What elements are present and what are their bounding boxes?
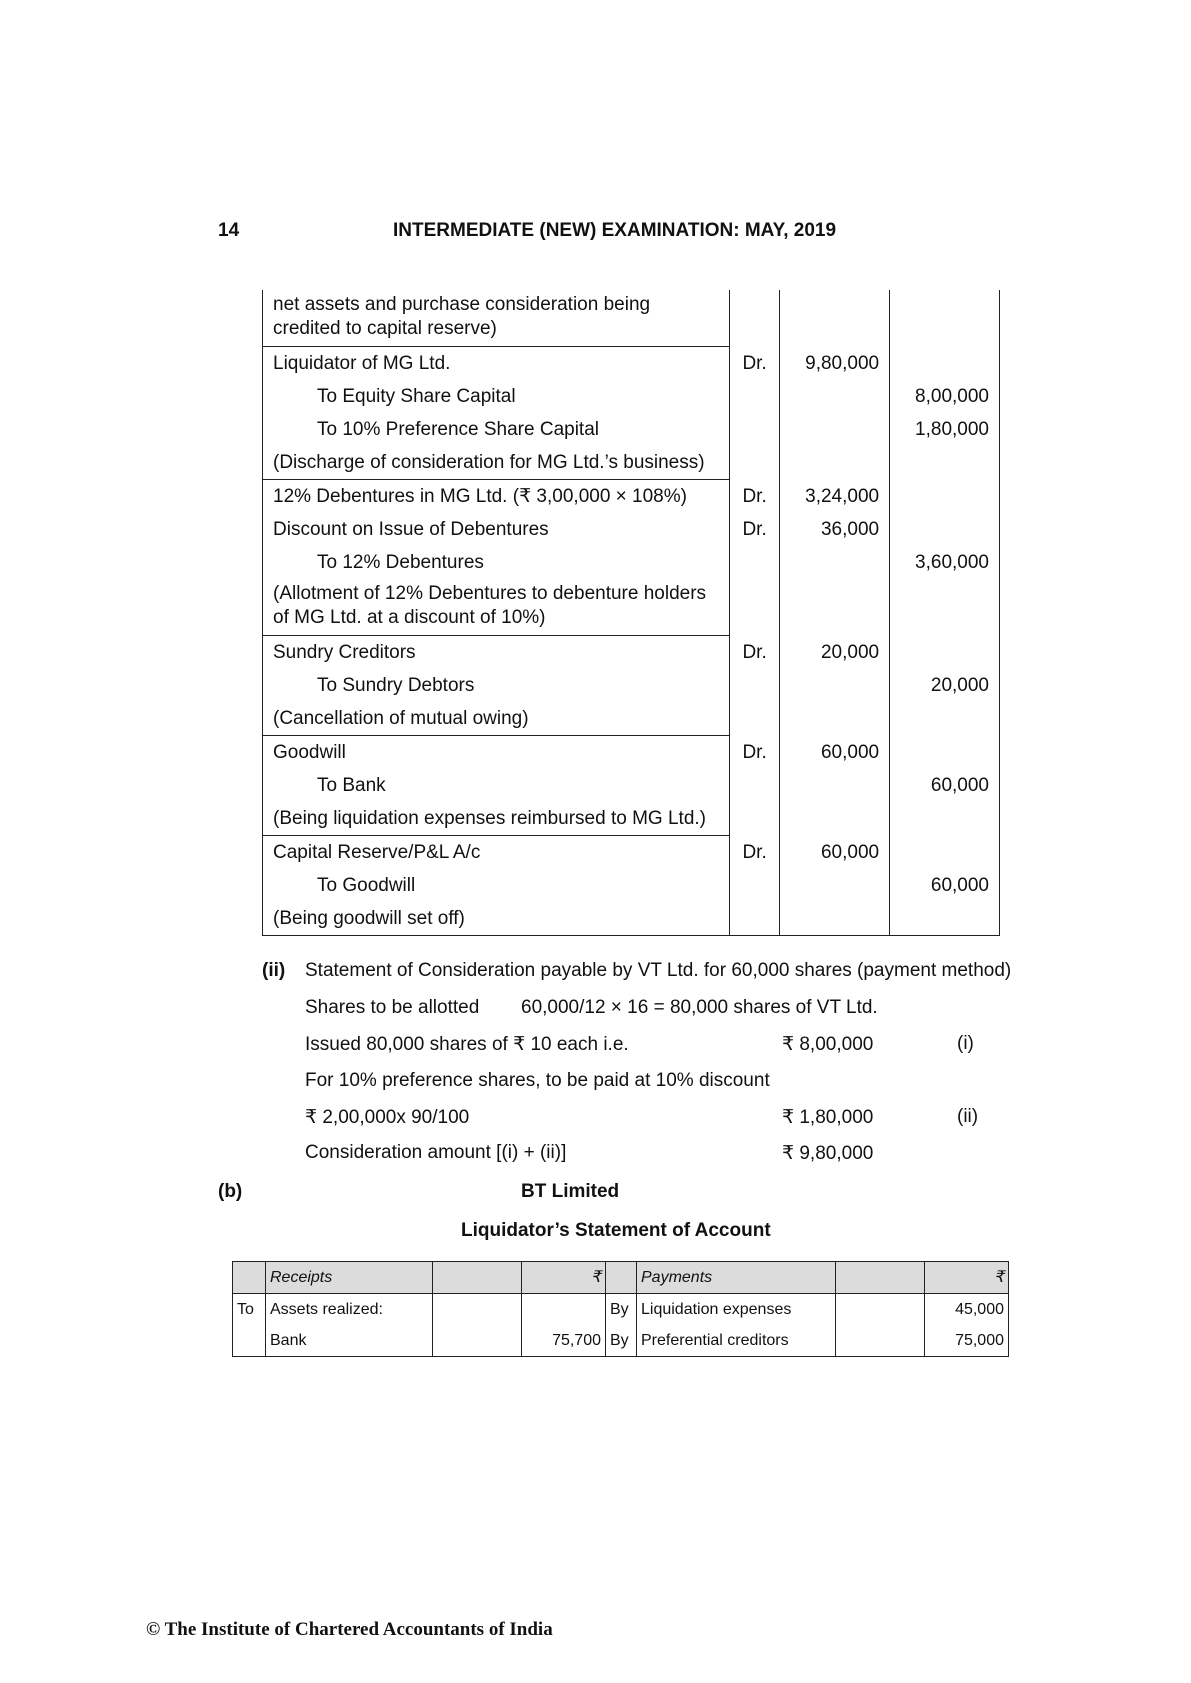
journal-debit-amount	[780, 902, 890, 936]
consideration-label: Consideration amount [(i) + (ii)]	[305, 1142, 567, 1163]
liquidator-statement-table	[232, 1261, 1009, 1357]
journal-dr-marker: Dr.	[729, 347, 779, 381]
journal-credit-amount	[890, 836, 1000, 870]
journal-particulars: To 12% Debentures	[263, 546, 730, 579]
journal-row	[263, 869, 1000, 902]
journal-credit-amount: 3,60,000	[890, 546, 1000, 579]
journal-debit-amount: 36,000	[780, 513, 890, 546]
journal-debit-amount	[780, 380, 890, 413]
journal-dr-marker: Dr.	[729, 513, 779, 546]
journal-particulars: (Being liquidation expenses reimbursed to MG Ltd.)	[263, 802, 730, 836]
journal-debit-amount: 9,80,000	[780, 347, 890, 381]
shares-allotted-label: Shares to be allotted	[305, 997, 480, 1018]
journal-row	[263, 446, 1000, 480]
journal-particulars: To Equity Share Capital	[263, 380, 730, 413]
journal-row	[263, 579, 1000, 636]
journal-row	[263, 769, 1000, 802]
company-name: BT Limited	[521, 1181, 620, 1202]
journal-row	[263, 902, 1000, 936]
journal-dr-marker	[729, 802, 779, 836]
journal-particulars: 12% Debentures in MG Ltd. (₹ 3,00,000 × 108%)	[263, 480, 730, 514]
journal-particulars: Liquidator of MG Ltd.	[263, 347, 730, 381]
receipt-item: Assets realized:	[266, 1294, 433, 1326]
journal-credit-amount: 20,000	[890, 669, 1000, 702]
journal-credit-amount	[890, 579, 1000, 636]
journal-credit-amount: 8,00,000	[890, 380, 1000, 413]
journal-debit-amount: 60,000	[780, 836, 890, 870]
journal-dr-marker	[729, 702, 779, 736]
consideration-amount: ₹ 9,80,000	[782, 1143, 874, 1164]
journal-row	[263, 736, 1000, 770]
journal-dr-marker: Dr.	[729, 636, 779, 670]
journal-dr-marker	[729, 413, 779, 446]
journal-dr-marker	[729, 290, 779, 347]
journal-row	[263, 546, 1000, 579]
rupee-header-payments: ₹	[925, 1262, 1009, 1294]
journal-dr-marker	[729, 769, 779, 802]
footer-copyright: © The Institute of Chartered Accountants of India	[146, 1619, 553, 1640]
journal-debit-amount	[780, 802, 890, 836]
ref-i: (i)	[957, 1033, 974, 1054]
journal-row	[263, 480, 1000, 514]
by-label: By	[606, 1294, 637, 1326]
journal-credit-amount: 60,000	[890, 869, 1000, 902]
journal-entries-table	[262, 290, 1000, 936]
journal-credit-amount	[890, 802, 1000, 836]
journal-particulars: (Being goodwill set off)	[263, 902, 730, 936]
journal-credit-amount	[890, 446, 1000, 480]
journal-debit-amount	[780, 546, 890, 579]
journal-row	[263, 513, 1000, 546]
journal-dr-marker	[729, 669, 779, 702]
payments-header: Payments	[637, 1262, 836, 1294]
journal-debit-amount	[780, 413, 890, 446]
journal-row	[263, 347, 1000, 381]
by-label: By	[606, 1325, 637, 1357]
to-label: To	[233, 1294, 266, 1326]
journal-particulars: To Sundry Debtors	[263, 669, 730, 702]
journal-debit-amount	[780, 446, 890, 480]
receipt-item: Bank	[266, 1325, 433, 1357]
journal-row	[263, 380, 1000, 413]
payment-item: Liquidation expenses	[637, 1294, 836, 1326]
journal-credit-amount	[890, 513, 1000, 546]
part-ii-label: (ii)	[262, 960, 286, 981]
journal-debit-amount	[780, 669, 890, 702]
journal-row	[263, 836, 1000, 870]
journal-debit-amount	[780, 702, 890, 736]
journal-dr-marker	[729, 546, 779, 579]
journal-row	[263, 702, 1000, 736]
journal-row	[263, 413, 1000, 446]
to-label	[233, 1325, 266, 1357]
journal-credit-amount	[890, 736, 1000, 770]
journal-dr-marker: Dr.	[729, 736, 779, 770]
page-number: 14	[218, 220, 240, 241]
receipt-amount: 75,700	[522, 1325, 606, 1357]
journal-dr-marker: Dr.	[729, 836, 779, 870]
table-row	[233, 1325, 1009, 1357]
payment-amount: 45,000	[925, 1294, 1009, 1326]
journal-debit-amount	[780, 769, 890, 802]
part-ii-heading: Statement of Consideration payable by VT Ltd. for 60,000 shares (payment method)	[305, 960, 1012, 981]
journal-dr-marker	[729, 902, 779, 936]
rupee-header-receipts: ₹	[522, 1262, 606, 1294]
journal-credit-amount	[890, 290, 1000, 347]
preference-amount: ₹ 1,80,000	[782, 1107, 874, 1128]
journal-dr-marker	[729, 446, 779, 480]
journal-credit-amount: 60,000	[890, 769, 1000, 802]
journal-debit-amount	[780, 869, 890, 902]
journal-particulars: (Discharge of consideration for MG Ltd.’s business)	[263, 446, 730, 480]
journal-dr-marker	[729, 869, 779, 902]
journal-credit-amount	[890, 347, 1000, 381]
page-header-title: INTERMEDIATE (NEW) EXAMINATION: MAY, 2019	[393, 220, 837, 241]
journal-particulars: (Allotment of 12% Debentures to debenture holders of MG Ltd. at a discount of 10%)	[263, 579, 730, 636]
payment-item: Preferential creditors	[637, 1325, 836, 1357]
journal-particulars: To 10% Preference Share Capital	[263, 413, 730, 446]
journal-credit-amount	[890, 480, 1000, 514]
journal-particulars: Capital Reserve/P&L A/c	[263, 836, 730, 870]
journal-row	[263, 802, 1000, 836]
payment-amount: 75,000	[925, 1325, 1009, 1357]
journal-credit-amount	[890, 902, 1000, 936]
preference-calc-label: ₹ 2,00,000x 90/100	[305, 1107, 470, 1128]
journal-particulars: To Bank	[263, 769, 730, 802]
statement-title: Liquidator’s Statement of Account	[461, 1220, 771, 1241]
issued-shares-label: Issued 80,000 shares of ₹ 10 each i.e.	[305, 1034, 629, 1055]
ref-ii: (ii)	[957, 1106, 979, 1127]
journal-credit-amount	[890, 636, 1000, 670]
preference-shares-label: For 10% preference shares, to be paid at 10% discount	[305, 1070, 770, 1091]
journal-row	[263, 636, 1000, 670]
receipts-header: Receipts	[266, 1262, 433, 1294]
journal-row	[263, 290, 1000, 347]
journal-particulars: (Cancellation of mutual owing)	[263, 702, 730, 736]
journal-particulars: To Goodwill	[263, 869, 730, 902]
issued-shares-amount: ₹ 8,00,000	[782, 1034, 874, 1055]
journal-particulars: Sundry Creditors	[263, 636, 730, 670]
journal-debit-amount: 60,000	[780, 736, 890, 770]
shares-allotted-calc: 60,000/12 × 16 = 80,000 shares of VT Ltd.	[521, 997, 878, 1018]
part-b-label: (b)	[218, 1181, 243, 1202]
journal-row	[263, 669, 1000, 702]
journal-dr-marker	[729, 579, 779, 636]
journal-particulars: Discount on Issue of Debentures	[263, 513, 730, 546]
journal-credit-amount: 1,80,000	[890, 413, 1000, 446]
journal-debit-amount: 3,24,000	[780, 480, 890, 514]
journal-dr-marker	[729, 380, 779, 413]
journal-particulars: Goodwill	[263, 736, 730, 770]
journal-debit-amount: 20,000	[780, 636, 890, 670]
journal-debit-amount	[780, 579, 890, 636]
journal-debit-amount	[780, 290, 890, 347]
table-header-row	[233, 1262, 1009, 1294]
journal-particulars: net assets and purchase consideration being credited to capital reserve)	[263, 290, 730, 347]
journal-dr-marker: Dr.	[729, 480, 779, 514]
journal-credit-amount	[890, 702, 1000, 736]
receipt-amount	[522, 1294, 606, 1326]
table-row	[233, 1294, 1009, 1326]
